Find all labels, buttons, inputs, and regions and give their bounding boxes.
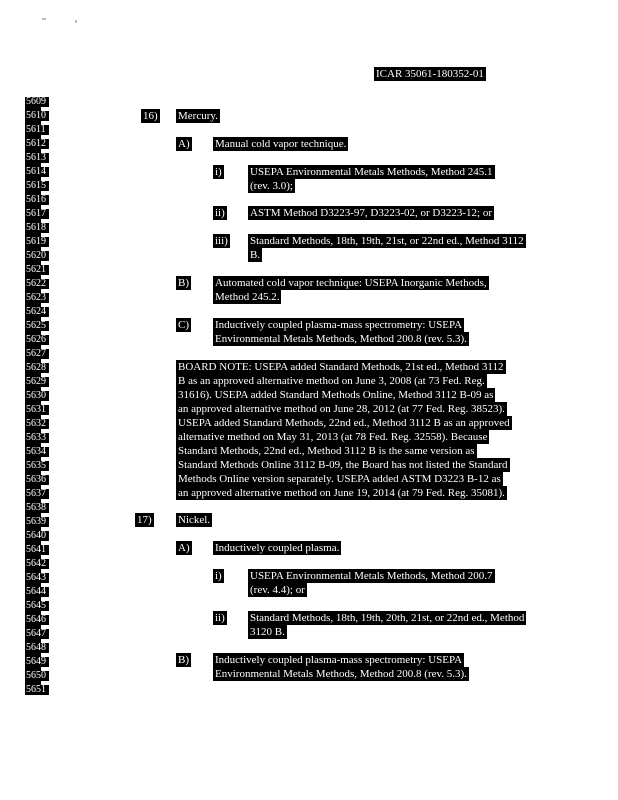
- board-note-line: B as an approved alternative method on June 3, 2008 (at 73 Fed. Reg.: [178, 375, 485, 387]
- subsubitem-text: (rev. 3.0);: [250, 180, 293, 192]
- line-number: 5621: [25, 265, 49, 275]
- board-note-line: Methods Online version separately. USEPA added ASTM D3223 B-12 as: [178, 473, 501, 485]
- line-number: 5613: [25, 153, 49, 163]
- subitem-text: Environmental Metals Methods, Method 200.8 (rev. 5.3).: [215, 668, 467, 680]
- subitem-text: Automated cold vapor technique: USEPA Inorganic Methods,: [215, 277, 487, 289]
- line-number: 5635: [25, 461, 49, 471]
- line-number: 5643: [25, 573, 49, 583]
- subitem-text: Method 245.2.: [215, 291, 280, 303]
- subitem-label: A): [178, 138, 190, 150]
- line-number: 5632: [25, 419, 49, 429]
- board-note-line: 31616). USEPA added Standard Methods Online, Method 3112 B-09 as: [178, 389, 494, 401]
- subsubitem-label: ii): [215, 207, 225, 219]
- subsubitem-text: 3120 B.: [250, 626, 285, 638]
- line-number: 5625: [25, 321, 49, 331]
- item-number: 16): [143, 110, 158, 122]
- subitem-label: B): [178, 277, 189, 289]
- subsubitem-label: ii): [215, 612, 225, 624]
- line-number: 5638: [25, 503, 49, 513]
- line-number: 5616: [25, 195, 49, 205]
- subsubitem-text: USEPA Environmental Metals Methods, Method 245.1: [250, 166, 493, 178]
- subsubitem-text: ASTM Method D3223-97, D3223-02, or D3223-12; or: [250, 207, 492, 219]
- board-note-line: an approved alternative method on June 28, 2012 (at 77 Fed. Reg. 38523).: [178, 403, 505, 415]
- subsubitem-label: i): [215, 166, 222, 178]
- subsubitem-label: iii): [215, 235, 228, 247]
- line-number: 5641: [25, 545, 49, 555]
- subsubitem-text: (rev. 4.4); or: [250, 584, 305, 596]
- page-mark: [42, 18, 46, 20]
- subitem-text: Environmental Metals Methods, Method 200.8 (rev. 5.3).: [215, 333, 467, 345]
- line-number: 5609: [25, 97, 49, 107]
- line-number: 5611: [25, 125, 49, 135]
- line-number: 5640: [25, 531, 49, 541]
- section-title: Mercury.: [178, 110, 218, 122]
- line-number: 5644: [25, 587, 49, 597]
- line-number: 5614: [25, 167, 49, 177]
- subitem-text: Manual cold vapor technique.: [215, 138, 347, 150]
- subitem-label: B): [178, 654, 189, 666]
- subsubitem-text: Standard Methods, 18th, 19th, 21st, or 22nd ed., Method 3112: [250, 235, 524, 247]
- board-note-line: BOARD NOTE: USEPA added Standard Methods, 21st ed., Method 3112: [178, 361, 504, 373]
- line-number: 5646: [25, 615, 49, 625]
- board-note-line: Standard Methods Online 3112 B-09, the Board has not listed the Standard: [178, 459, 508, 471]
- subitem-label: A): [178, 542, 190, 554]
- line-number: 5629: [25, 377, 49, 387]
- board-note-line: alternative method on May 31, 2013 (at 78 Fed. Reg. 32558). Because: [178, 431, 488, 443]
- line-number: 5617: [25, 209, 49, 219]
- board-note-line: an approved alternative method on June 19, 2014 (at 79 Fed. Reg. 35081).: [178, 487, 505, 499]
- line-number: 5649: [25, 657, 49, 667]
- line-number: 5642: [25, 559, 49, 569]
- subsubitem-text: B.: [250, 249, 261, 261]
- board-note-line: Standard Methods, 22nd ed., Method 3112 B is the same version as: [178, 445, 475, 457]
- line-number: 5622: [25, 279, 49, 289]
- line-number: 5647: [25, 629, 49, 639]
- document-id-header: ICAR 35061-180352-01: [376, 68, 484, 80]
- line-number: 5636: [25, 475, 49, 485]
- line-number: 5620: [25, 251, 49, 261]
- line-number: 5650: [25, 671, 49, 681]
- line-number: 5626: [25, 335, 49, 345]
- page-mark: [75, 20, 77, 23]
- line-number: 5627: [25, 349, 49, 359]
- line-number: 5624: [25, 307, 49, 317]
- line-number: 5633: [25, 433, 49, 443]
- line-number: 5645: [25, 601, 49, 611]
- subitem-text: Inductively coupled plasma-mass spectrometry: USEPA: [215, 654, 463, 666]
- line-number: 5639: [25, 517, 49, 527]
- subsubitem-text: USEPA Environmental Metals Methods, Method 200.7: [250, 570, 493, 582]
- line-number: 5615: [25, 181, 49, 191]
- line-number: 5631: [25, 405, 49, 415]
- line-number: 5612: [25, 139, 49, 149]
- line-number: 5637: [25, 489, 49, 499]
- line-number: 5619: [25, 237, 49, 247]
- line-number: 5634: [25, 447, 49, 457]
- subsubitem-text: Standard Methods, 18th, 19th, 20th, 21st, or 22nd ed., Method: [250, 612, 525, 624]
- subsubitem-label: i): [215, 570, 222, 582]
- line-number: 5610: [25, 111, 49, 121]
- section-title: Nickel.: [178, 514, 211, 526]
- subitem-text: Inductively coupled plasma.: [215, 542, 340, 554]
- line-number: 5628: [25, 363, 49, 373]
- subitem-text: Inductively coupled plasma-mass spectrometry: USEPA: [215, 319, 463, 331]
- board-note-line: USEPA added Standard Methods, 22nd ed., Method 3112 B as an approved: [178, 417, 510, 429]
- subitem-label: C): [178, 319, 189, 331]
- line-number: 5623: [25, 293, 49, 303]
- line-number: 5630: [25, 391, 49, 401]
- item-number: 17): [137, 514, 152, 526]
- line-number: 5618: [25, 223, 49, 233]
- line-number: 5648: [25, 643, 49, 653]
- line-number: 5651: [25, 685, 49, 695]
